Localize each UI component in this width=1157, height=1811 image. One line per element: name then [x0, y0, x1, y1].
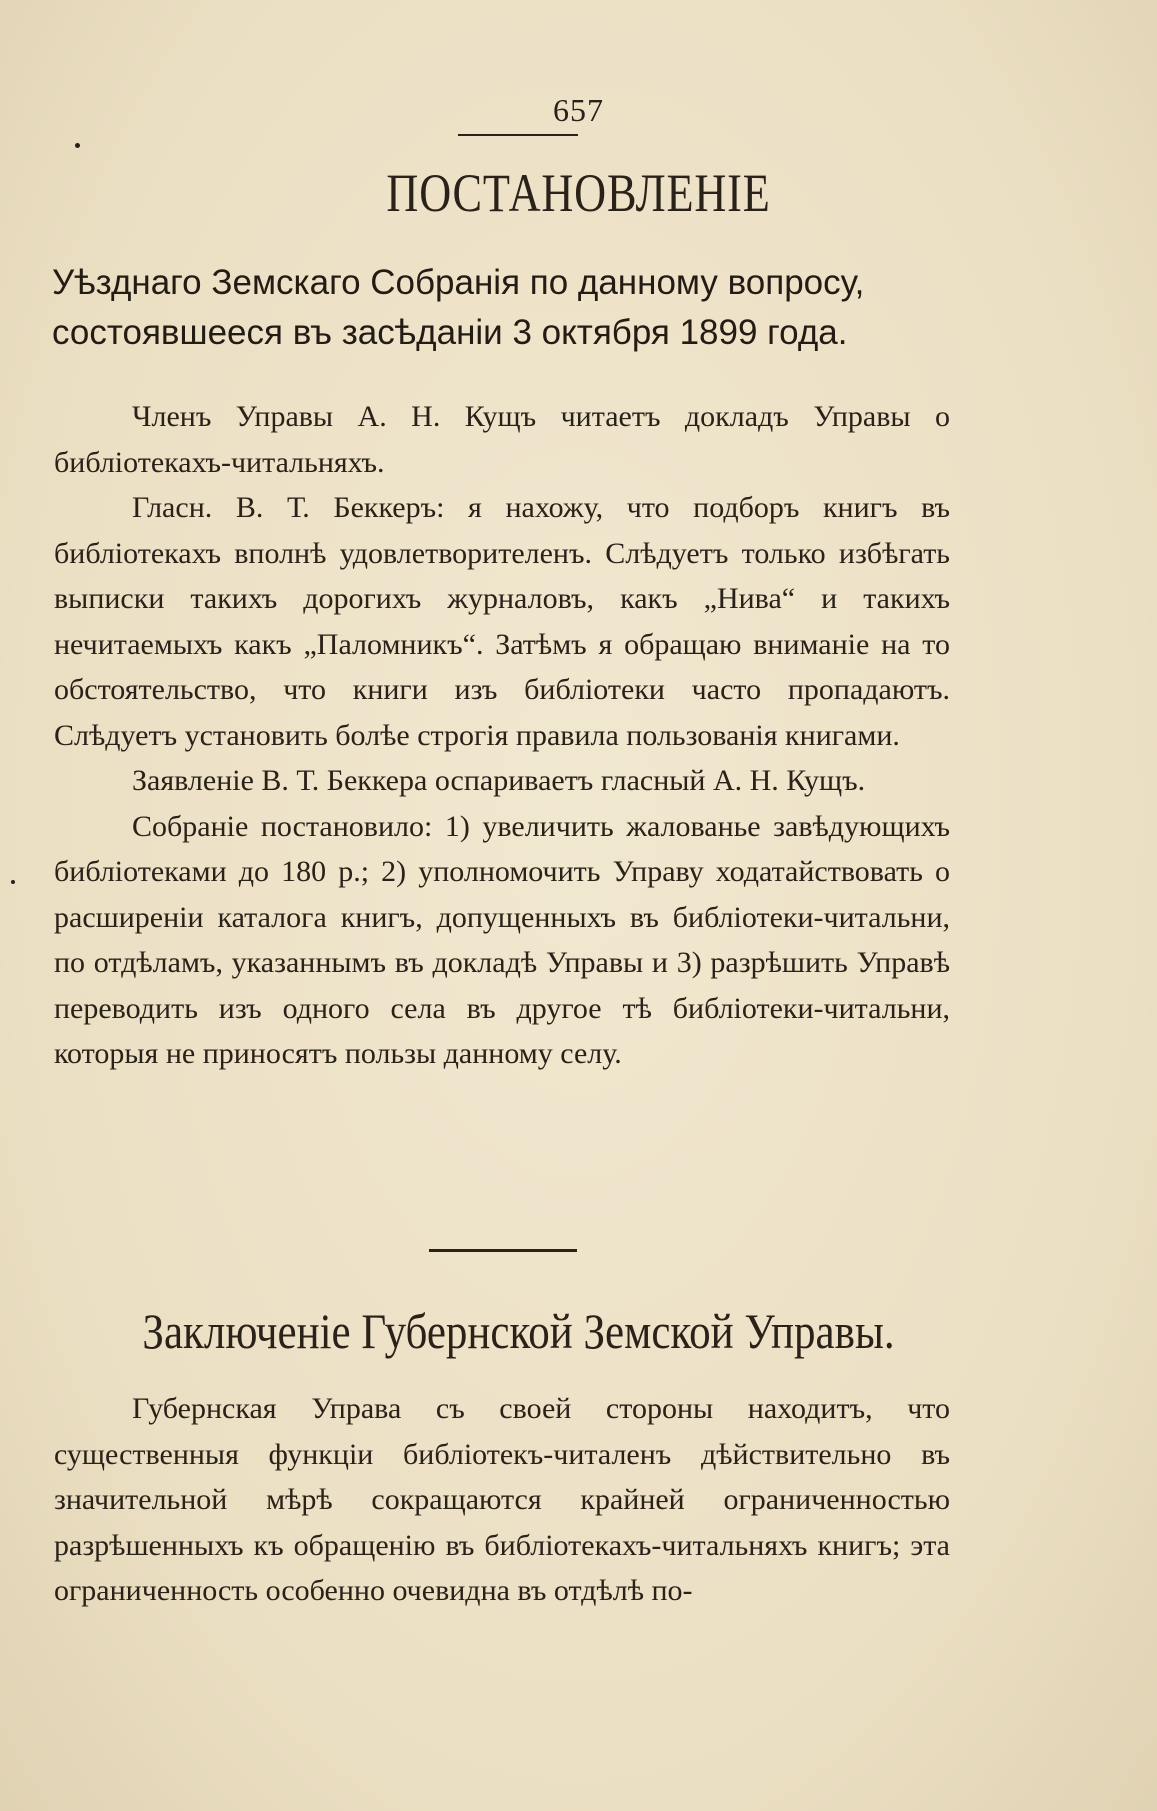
ink-speck [75, 143, 80, 148]
section-divider [429, 1249, 577, 1252]
document-subtitle: Уѣзднаго Земскаго Собранія по данному вопросу, состоявшееся въ засѣданіи 3 октября 1899 года. [52, 263, 865, 352]
paragraph: Заявленіе В. Т. Беккера оспариваетъ гласный А. Н. Кущъ. [132, 764, 866, 797]
paragraph: Членъ Управы А. Н. Кущъ читаетъ докладъ Управы о библіотекахъ-читальняхъ. [54, 400, 950, 479]
paragraph: Собраніе постановило: 1) увеличить жалованье завѣдующихъ библіотеками до 180 р.; 2) уполномочить Управу ходатайствовать о расширеніи каталога книгъ, допущенныхъ въ библіотеки-читальни, по отдѣламъ, указаннымъ въ докладѣ Управы и 3) разрѣшить Управѣ переводить изъ одного села въ другое тѣ библіотеки-читальни, которыя не приносятъ пользы данному селу. [54, 809, 950, 1070]
paragraph: Губернская Управа съ своей стороны находитъ, что существенныя функціи библіотекъ-читаленъ дѣйствительно въ значительной мѣрѣ сокращаются крайней ограниченностью разрѣшенныхъ къ обращенію въ библіотекахъ-читальняхъ книгъ; эта ограниченность особенно очевидна въ отдѣлѣ по- [54, 1392, 950, 1607]
document-title: ПОСТАНОВЛЕНІЕ [386, 163, 771, 223]
ink-speck [11, 880, 15, 884]
conclusion-body [54, 1386, 950, 1614]
page-number-rule [458, 134, 578, 136]
section-heading: Заключеніе Губернской Земской Управы. [142, 1303, 895, 1359]
page-number: 657 [553, 92, 604, 128]
paragraph: Гласн. В. Т. Беккеръ: я нахожу, что подборъ книгъ въ библіотекахъ вполнѣ удовлетворителенъ. Слѣдуетъ только избѣгать выписки такихъ дорогихъ журналовъ, какъ „Нива“ и такихъ нечитаемыхъ какъ „Паломникъ“. Затѣмъ я обращаю вниманіе на то обстоятельство, что книги изъ библіотеки часто пропадаютъ. Слѣдуетъ установить болѣе строгія правила пользованія книгами. [54, 491, 950, 752]
resolution-body [54, 394, 950, 1077]
